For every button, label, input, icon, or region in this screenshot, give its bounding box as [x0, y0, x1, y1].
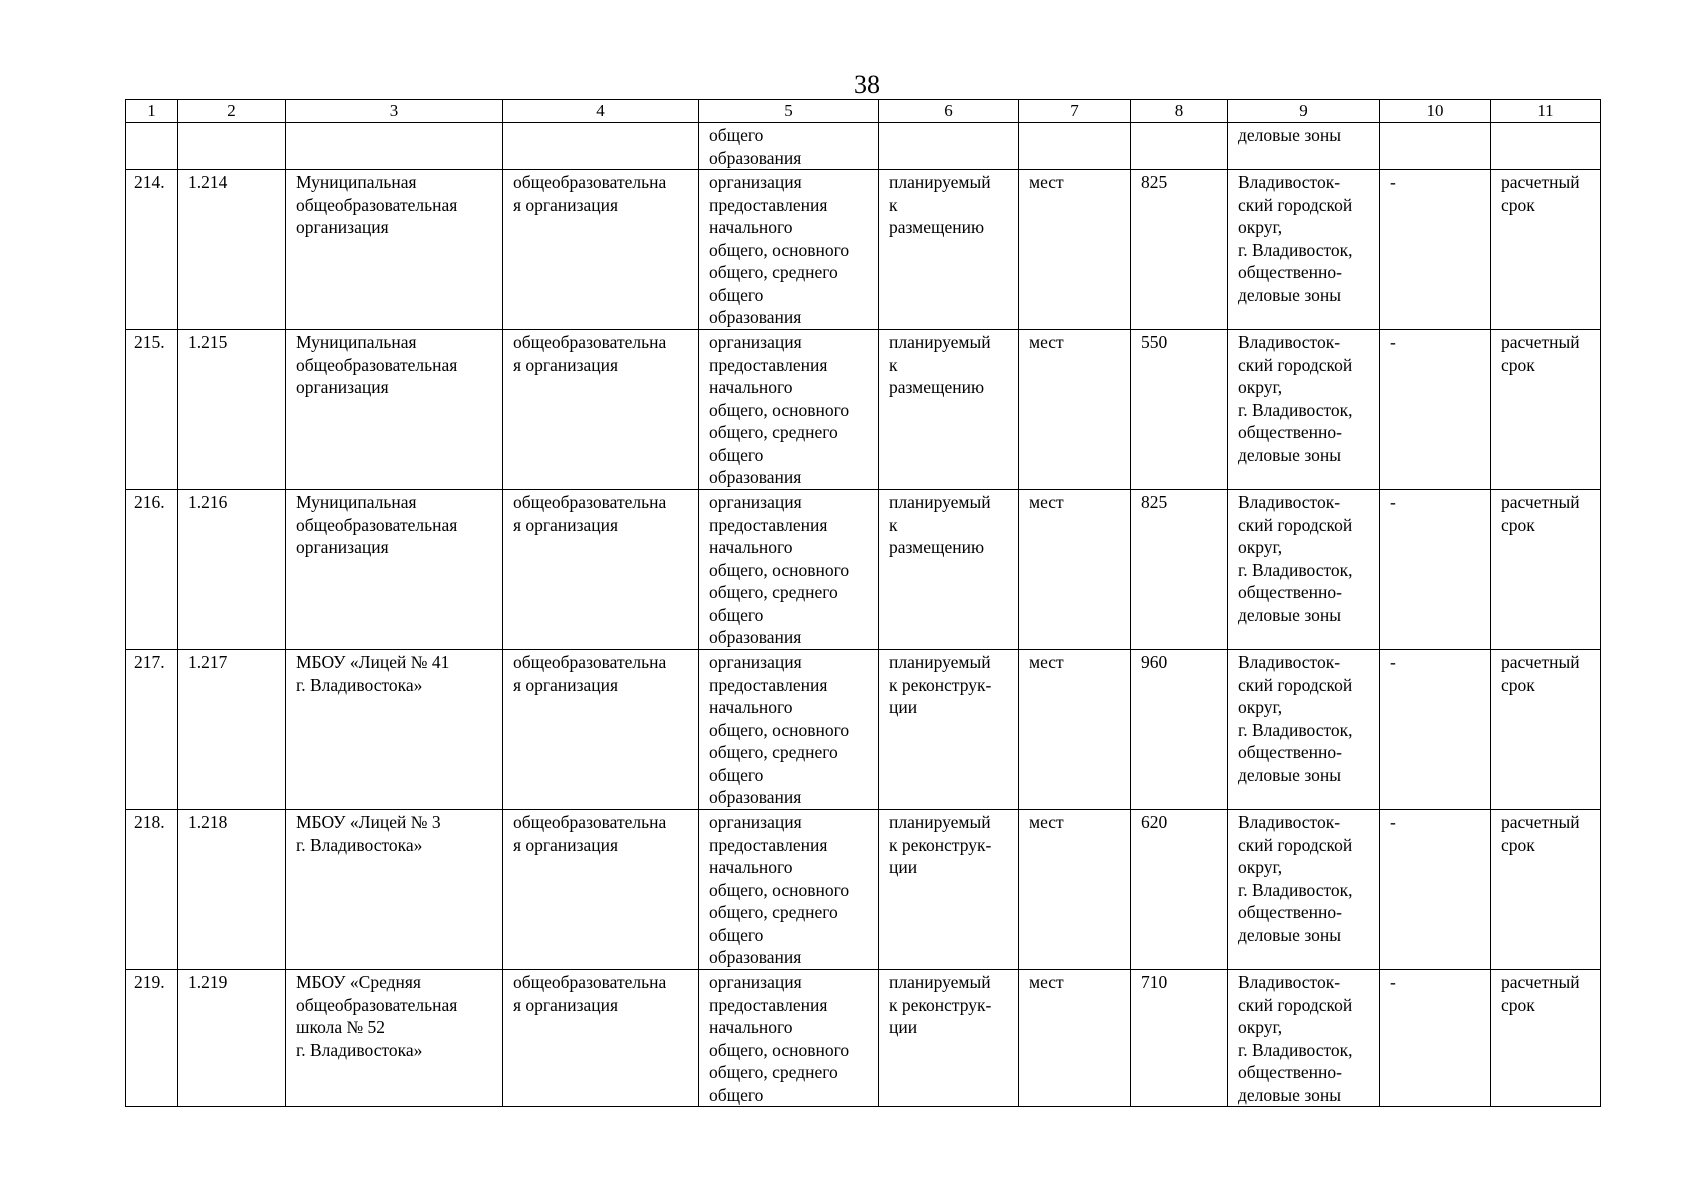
table-cell: 215. — [126, 330, 178, 490]
table-cell: 5 — [699, 100, 879, 123]
table-cell: Муниципальная общеобразовательная организация — [286, 490, 503, 650]
table-cell: Владивосток- ский городской округ, г. Владивосток, общественно- деловые зоны — [1228, 170, 1380, 330]
table-cell: организация предоставления начального общего, основного общего, среднего общего образования — [699, 170, 879, 330]
table-cell: 1.217 — [178, 650, 286, 810]
table-cell: организация предоставления начального общего, основного общего, среднего общего — [699, 970, 879, 1107]
page-number: 38 — [854, 70, 880, 99]
table-cell: МБОУ «Лицей № 3 г. Владивостока» — [286, 810, 503, 970]
document-table — [125, 99, 1601, 1107]
table-cell: мест — [1019, 810, 1131, 970]
table-row — [126, 970, 1601, 1107]
table-cell: Муниципальная общеобразовательная организация — [286, 330, 503, 490]
table-cell: организация предоставления начального общего, основного общего, среднего общего образования — [699, 810, 879, 970]
table-cell: 2 — [178, 100, 286, 123]
table-cell: организация предоставления начального общего, основного общего, среднего общего образования — [699, 650, 879, 810]
table-cell: 9 — [1228, 100, 1380, 123]
table-cell: 11 — [1491, 100, 1601, 123]
table-cell: - — [1380, 170, 1491, 330]
table-cell: планируемый к размещению — [879, 490, 1019, 650]
table-cell: расчетный срок — [1491, 810, 1601, 970]
table-cell: общеобразовательна я организация — [503, 810, 699, 970]
table-cell: планируемый к размещению — [879, 330, 1019, 490]
table-cell: 1 — [126, 100, 178, 123]
table-cell: - — [1380, 330, 1491, 490]
table-cell: - — [1380, 490, 1491, 650]
table-cell: 1.215 — [178, 330, 286, 490]
table-cell: расчетный срок — [1491, 650, 1601, 810]
table-cell: 710 — [1131, 970, 1228, 1107]
table-cell: деловые зоны — [1228, 123, 1380, 170]
table-cell — [1131, 123, 1228, 170]
table-cell: Владивосток- ский городской округ, г. Владивосток, общественно- деловые зоны — [1228, 330, 1380, 490]
table-cell: организация предоставления начального общего, основного общего, среднего общего образования — [699, 330, 879, 490]
table-cell: общеобразовательна я организация — [503, 970, 699, 1107]
table-cell: 1.214 — [178, 170, 286, 330]
table-cell: 219. — [126, 970, 178, 1107]
table-cell: - — [1380, 970, 1491, 1107]
table-cell: 217. — [126, 650, 178, 810]
table-cell: 960 — [1131, 650, 1228, 810]
table-cell: Владивосток- ский городской округ, г. Владивосток, общественно- деловые зоны — [1228, 970, 1380, 1107]
table-cell — [126, 123, 178, 170]
table-cell: расчетный срок — [1491, 170, 1601, 330]
table-cell: 4 — [503, 100, 699, 123]
table-cell: Владивосток- ский городской округ, г. Владивосток, общественно- деловые зоны — [1228, 810, 1380, 970]
table-cell: общеобразовательна я организация — [503, 650, 699, 810]
table-cell: 7 — [1019, 100, 1131, 123]
table-cell: мест — [1019, 330, 1131, 490]
table-cell: расчетный срок — [1491, 970, 1601, 1107]
table-cell: - — [1380, 650, 1491, 810]
table-cell: планируемый к реконструк- ции — [879, 650, 1019, 810]
table-cell: 550 — [1131, 330, 1228, 490]
table-cell: Муниципальная общеобразовательная организация — [286, 170, 503, 330]
table-row — [126, 490, 1601, 650]
table-cell: 825 — [1131, 490, 1228, 650]
table-cell: 1.219 — [178, 970, 286, 1107]
table-cell: 218. — [126, 810, 178, 970]
table-cell: 3 — [286, 100, 503, 123]
table-cell: общеобразовательна я организация — [503, 490, 699, 650]
table-cell — [503, 123, 699, 170]
table-cell: мест — [1019, 490, 1131, 650]
table-cell: МБОУ «Средняя общеобразовательная школа № 52 г. Владивостока» — [286, 970, 503, 1107]
table-cell: планируемый к реконструк- ции — [879, 970, 1019, 1107]
table-cell — [1491, 123, 1601, 170]
table-cell: МБОУ «Лицей № 41 г. Владивостока» — [286, 650, 503, 810]
table-cell: - — [1380, 810, 1491, 970]
table-cell: расчетный срок — [1491, 490, 1601, 650]
table-cell — [1019, 123, 1131, 170]
table-cell: 1.218 — [178, 810, 286, 970]
table-cell: Владивосток- ский городской округ, г. Владивосток, общественно- деловые зоны — [1228, 490, 1380, 650]
table-header-row — [126, 100, 1601, 123]
table-cell: мест — [1019, 170, 1131, 330]
table-cell: общеобразовательна я организация — [503, 330, 699, 490]
table-cell: 216. — [126, 490, 178, 650]
table-row-continuation — [126, 123, 1601, 170]
table-cell: планируемый к размещению — [879, 170, 1019, 330]
table-cell: мест — [1019, 970, 1131, 1107]
table-row — [126, 170, 1601, 330]
table-cell: 8 — [1131, 100, 1228, 123]
table-cell: планируемый к реконструк- ции — [879, 810, 1019, 970]
table-row — [126, 650, 1601, 810]
table-cell: 6 — [879, 100, 1019, 123]
table-cell: 10 — [1380, 100, 1491, 123]
table-cell: расчетный срок — [1491, 330, 1601, 490]
table-cell — [879, 123, 1019, 170]
table-cell — [1380, 123, 1491, 170]
table-cell: 214. — [126, 170, 178, 330]
table-cell — [178, 123, 286, 170]
table-cell: 825 — [1131, 170, 1228, 330]
table-cell: общего образования — [699, 123, 879, 170]
table-row — [126, 330, 1601, 490]
table-cell: общеобразовательна я организация — [503, 170, 699, 330]
table-cell: Владивосток- ский городской округ, г. Владивосток, общественно- деловые зоны — [1228, 650, 1380, 810]
table-row — [126, 810, 1601, 970]
table-cell — [286, 123, 503, 170]
table-cell: 620 — [1131, 810, 1228, 970]
table-cell: организация предоставления начального общего, основного общего, среднего общего образования — [699, 490, 879, 650]
table-cell: мест — [1019, 650, 1131, 810]
table-cell: 1.216 — [178, 490, 286, 650]
